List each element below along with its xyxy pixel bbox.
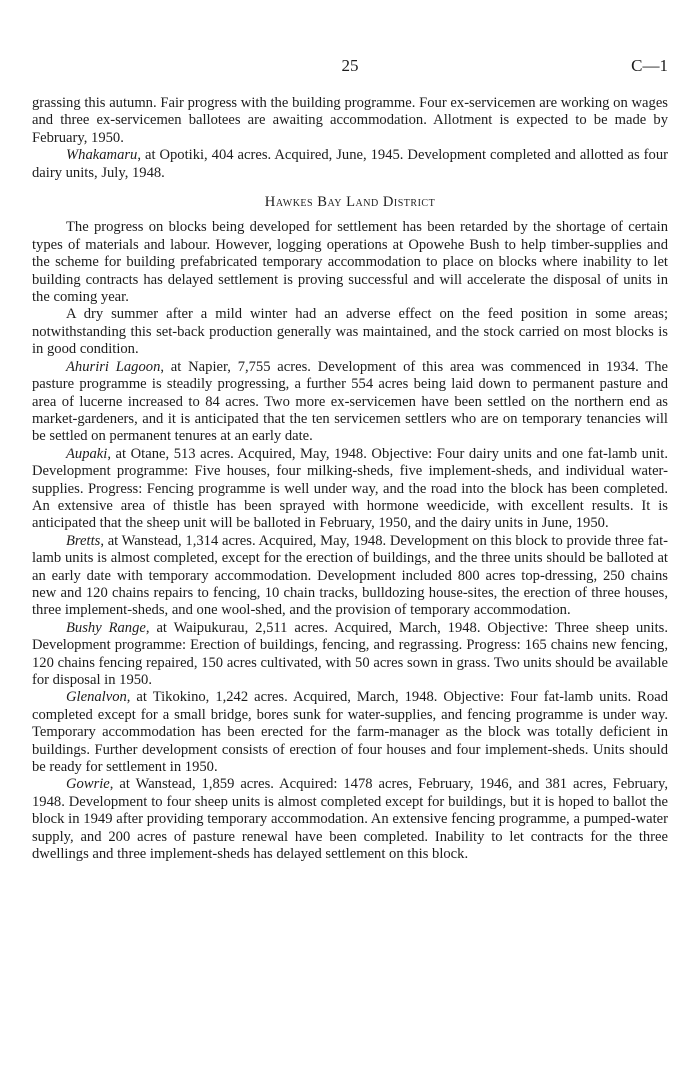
paragraph bbox=[32, 219, 668, 306]
document-reference: C—1 bbox=[631, 56, 668, 75]
page-header bbox=[32, 56, 668, 78]
section-heading: Hawkes Bay Land District bbox=[264, 194, 436, 211]
paragraph-text: grassing this autumn. Fair progress with the building programme. Four ex-servicemen are working on wages and three ex-servicemen ballotees are awaiting accommodation. Allotment is expected to be made by February, 1950. bbox=[32, 95, 668, 146]
place-name: Bushy Range bbox=[66, 619, 146, 636]
paragraph-text: , at Tikokino, 1,242 acres. Acquired, March, 1948. Objective: Four fat-lamb units. Road completed except for a small bridge, bores sunk for water-supplies, and fencing programme is under way. Temporary accommodation has been erected for the farm-manager as the block was totally deficient in buildings. Further development consists of erection of four houses and four implement-sheds. Units should be ready for settlement in 1950. bbox=[32, 689, 668, 776]
paragraph bbox=[32, 147, 668, 182]
paragraph bbox=[32, 95, 668, 147]
paragraph-text: , at Waipukurau, 2,511 acres. Acquired, March, 1948. Objective: Three sheep units. Development programme: Erection of buildings, fencing, and regrassing. Progress: 165 chains new fencing, 120 chains fencing repaired, 150 acres cultivated, with 50 acres sown in grass. Two units should be available for disposal in 1950. bbox=[32, 619, 668, 688]
paragraph-text: , at Napier, 7,755 acres. Development of this area was commenced in 1934. The pasture programme is steadily progressing, a further 554 acres being laid down to permanent pasture and area of lucerne increased to 84 acres. Two more ex-servicemen have been settled on the northern end as market-gardeners, and it is anticipated that the ten servicemen settlers who are on temporary tenancies will be settled on permanent tenures at an early date. bbox=[32, 358, 668, 445]
place-name: Aupaki bbox=[66, 445, 108, 462]
document-body bbox=[32, 95, 668, 863]
paragraph bbox=[32, 620, 668, 690]
page-number: 25 bbox=[341, 56, 359, 75]
place-name: Ahuriri Lagoon bbox=[66, 358, 161, 375]
paragraph bbox=[32, 689, 668, 776]
paragraph-text: , at Wanstead, 1,859 acres. Acquired: 1478 acres, February, 1946, and 381 acres, February, 1948. Development to four sheep units is almost completed except for buildings, but it is hoped to ballot the block in 1949 after providing temporary accommodation. An extensive fencing programme, a pumped-water supply, and 200 acres of pasture renewal have been completed. Inability to let contracts for the three dwellings and three implement-sheds has delayed settlement on this block. bbox=[32, 776, 668, 863]
paragraph bbox=[32, 306, 668, 358]
paragraph bbox=[32, 446, 668, 533]
paragraph-text: , at Opotiki, 404 acres. Acquired, June, 1945. Development completed and allotted as four dairy units, July, 1948. bbox=[32, 147, 668, 181]
place-name: Bretts bbox=[66, 532, 101, 549]
paragraph-text: The progress on blocks being developed for settlement has been retarded by the shortage of certain types of materials and labour. However, logging operations at Opowehe Bush to help timber-supplies and the scheme for building prefabricated temporary accommodation to place on blocks where inability to let building contracts has delayed settlement is proving successful and will accelerate the disposal of units in the coming year. bbox=[32, 219, 668, 306]
paragraph-text: A dry summer after a mild winter had an adverse effect on the feed position in some areas; notwithstanding this set-back production generally was maintained, and the stock carried on most blocks is in good condition. bbox=[32, 306, 668, 358]
paragraph bbox=[32, 533, 668, 620]
place-name: Glenalvon bbox=[66, 689, 127, 706]
paragraph bbox=[32, 776, 668, 863]
paragraph bbox=[32, 359, 668, 446]
paragraph-text: , at Wanstead, 1,314 acres. Acquired, May, 1948. Development on this block to provide three fat-lamb units is almost completed, except for the erection of buildings, and the three units should be balloted at an early date with temporary accommodation. Development included 800 acres top-dressing, 250 chains new and 120 chains repairs to fencing, 10 chain tracks, bulldozing house-sites, the erection of three houses, three implement-sheds, and one wool-shed, and the provision of temporary accommodation. bbox=[32, 532, 668, 619]
paragraph-text: , at Otane, 513 acres. Acquired, May, 1948. Objective: Four dairy units and one fat-lamb unit. Development programme: Five houses, four milking-sheds, five implement-sheds, and individual water-supplies. Progress: Fencing programme is well under way, and the road into the block has been completed. An extensive area of thistle has been sprayed with hormone weedicide, with excellent results. It is anticipated that the sheep unit will be balloted in February, 1950, and the dairy units in June, 1950. bbox=[32, 445, 668, 532]
place-name: Whakamaru bbox=[66, 147, 138, 164]
place-name: Gowrie bbox=[66, 776, 110, 793]
